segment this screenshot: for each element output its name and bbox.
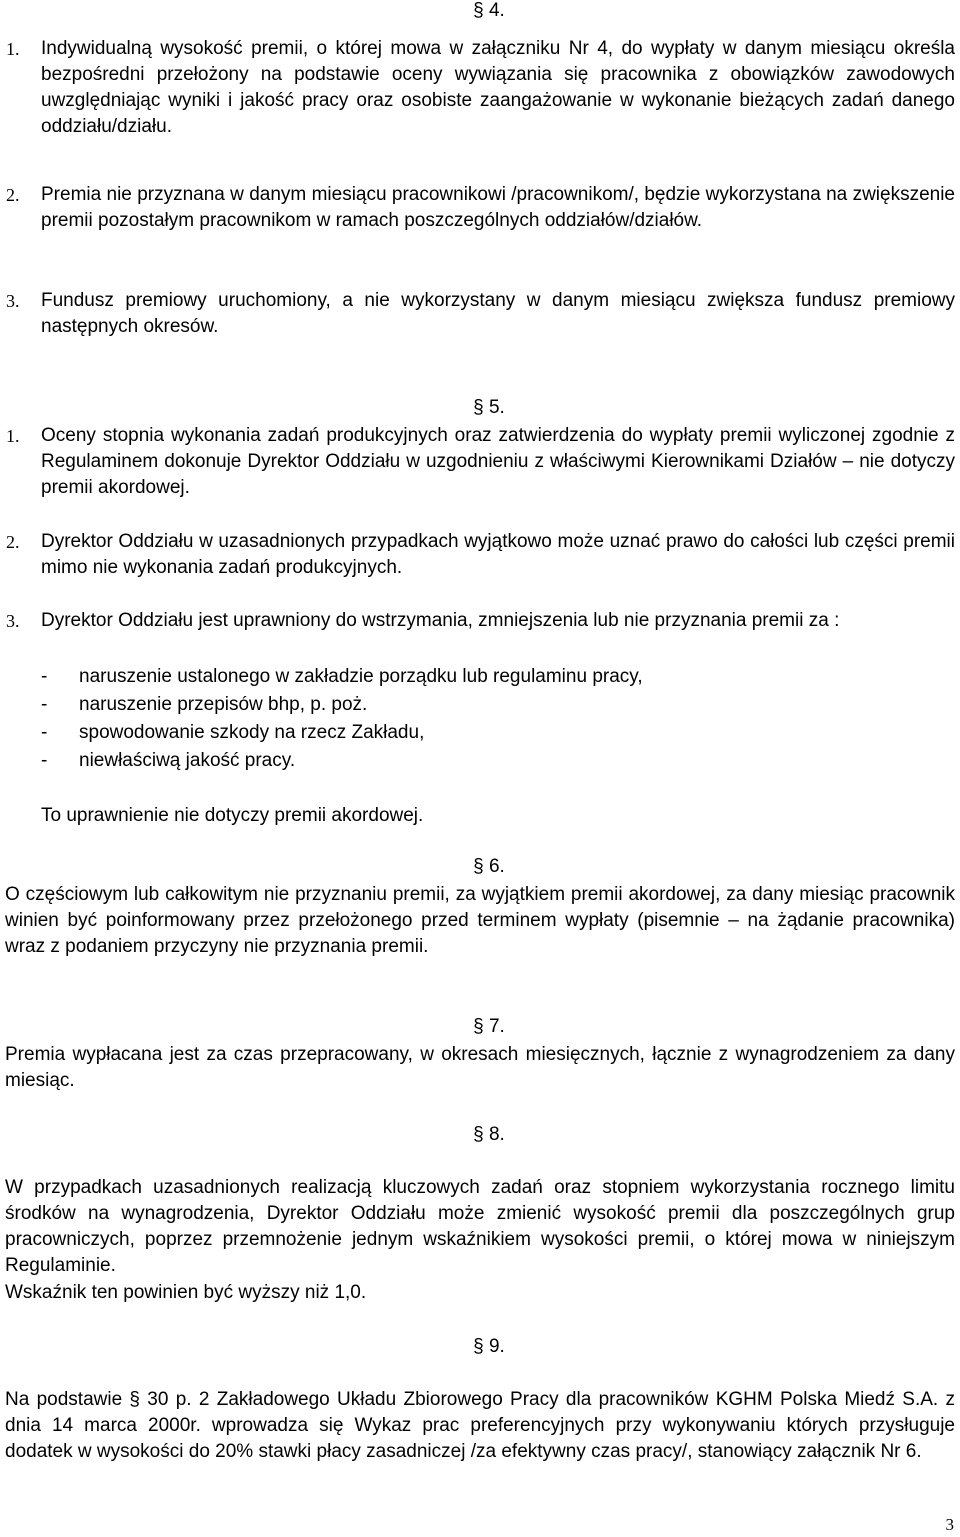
section-8-text-2: Wskaźnik ten powinien być wyższy niż 1,0. [5,1282,367,1303]
item-text: Indywidualną wysokość premii, o której mowa w załączniku Nr 4, do wypłaty w danym miesiącu określa bezpośredni przełożony na podstawie oceny wywiązania się pracownika z obowiązków zawodowych uwzględniając wyniki i jakość pracy oraz osobiste zaangażowanie w wykonanie bieżących zadań danego oddziału/działu. [41,38,955,137]
item-text: Dyrektor Oddziału jest uprawniony do wstrzymania, zmniejszenia lub nie przyznania premii za : [41,610,840,631]
section-heading-5: § 5. [473,397,505,418]
list-item-text: naruszenie przepisów bhp, p. poż. [79,694,368,715]
penalty-list-item [41,748,295,774]
list-dash: - [41,666,48,687]
item-text: Fundusz premiowy uruchomiony, a nie wykorzystany w danym miesiącu zwiększa fundusz premiowy następnych okresów. [41,290,955,337]
section-4-item-1 [0,36,960,140]
section-7-text: Premia wypłacana jest za czas przepracowany, w okresach miesięcznych, łącznie z wynagrodzeniem za dany miesiąc. [5,1044,955,1091]
list-dash: - [41,750,48,771]
section-4-item-2 [0,182,960,234]
section-6-text: O częściowym lub całkowitym nie przyznaniu premii, za wyjątkiem premii akordowej, za dany miesiąc pracownik winien być poinformowany przez przełożonego przed terminem wypłaty (pisemnie – na żądanie pracownika) wraz z podaniem przyczyny nie przyznania premii. [5,884,955,957]
section-5-item-2 [0,529,960,581]
item-text: Dyrektor Oddziału w uzasadnionych przypadkach wyjątkowo może uznać prawo do całości lub części premii mimo nie wykonania zadań produkcyjnych. [41,531,955,578]
section-5-note: To uprawnienie nie dotyczy premii akordowej. [41,805,424,826]
section-5-item-1 [0,423,960,501]
penalty-list-item [41,720,424,746]
item-number: 2. [6,185,20,205]
section-5-item-3 [0,608,960,634]
item-text: Oceny stopnia wykonania zadań produkcyjnych oraz zatwierdzenia do wypłaty premii wyliczonej zgodnie z Regulaminem dokonuje Dyrektor Oddziału w uzgodnieniu z właściwymi Kierownikami Działów – nie dotyczy premii akordowej. [41,425,955,498]
item-text: Premia nie przyznana w danym miesiącu pracownikowi /pracownikom/, będzie wykorzystana na zwiększenie premii pozostałym pracownikom w ramach poszczególnych oddziałów/działów. [41,184,955,231]
section-heading-7: § 7. [473,1016,505,1037]
section-9-text: Na podstawie § 30 p. 2 Zakładowego Układu Zbiorowego Pracy dla pracowników KGHM Polska Miedź S.A. z dnia 14 marca 2000r. wprowadza się Wykaz prac preferencyjnych przy wykonywaniu których przysługuje dodatek w wysokości do 20% stawki płacy zasadniczej /za efektywny czas pracy/, stanowiący załącznik Nr 6. [5,1389,955,1462]
list-item-text: niewłaściwą jakość pracy. [79,750,296,771]
section-heading-6: § 6. [473,856,505,877]
item-number: 3. [6,291,20,311]
section-heading-4: § 4. [473,0,505,21]
page-number: 3 [945,1515,954,1534]
section-heading-9: § 9. [473,1336,505,1357]
item-number: 1. [6,39,20,59]
item-number: 1. [6,426,20,446]
item-number: 2. [6,532,20,552]
item-number: 3. [6,611,20,631]
section-4-item-3 [0,288,960,340]
penalty-list-item [41,692,367,718]
section-heading-8: § 8. [473,1124,505,1145]
list-item-text: spowodowanie szkody na rzecz Zakładu, [79,722,425,743]
list-dash: - [41,722,48,743]
list-item-text: naruszenie ustalonego w zakładzie porządku lub regulaminu pracy, [79,666,643,687]
list-dash: - [41,694,48,715]
section-8-text: W przypadkach uzasadnionych realizacją kluczowych zadań oraz stopniem wykorzystania rocznego limitu środków na wynagrodzenia, Dyrektor Oddziału może zmienić wysokość premii dla poszczególnych grup pracowniczych, poprzez przemnożenie jednym wskaźnikiem wysokości premii, o której mowa w niniejszym Regulaminie. [5,1177,955,1276]
penalty-list-item [41,664,643,690]
